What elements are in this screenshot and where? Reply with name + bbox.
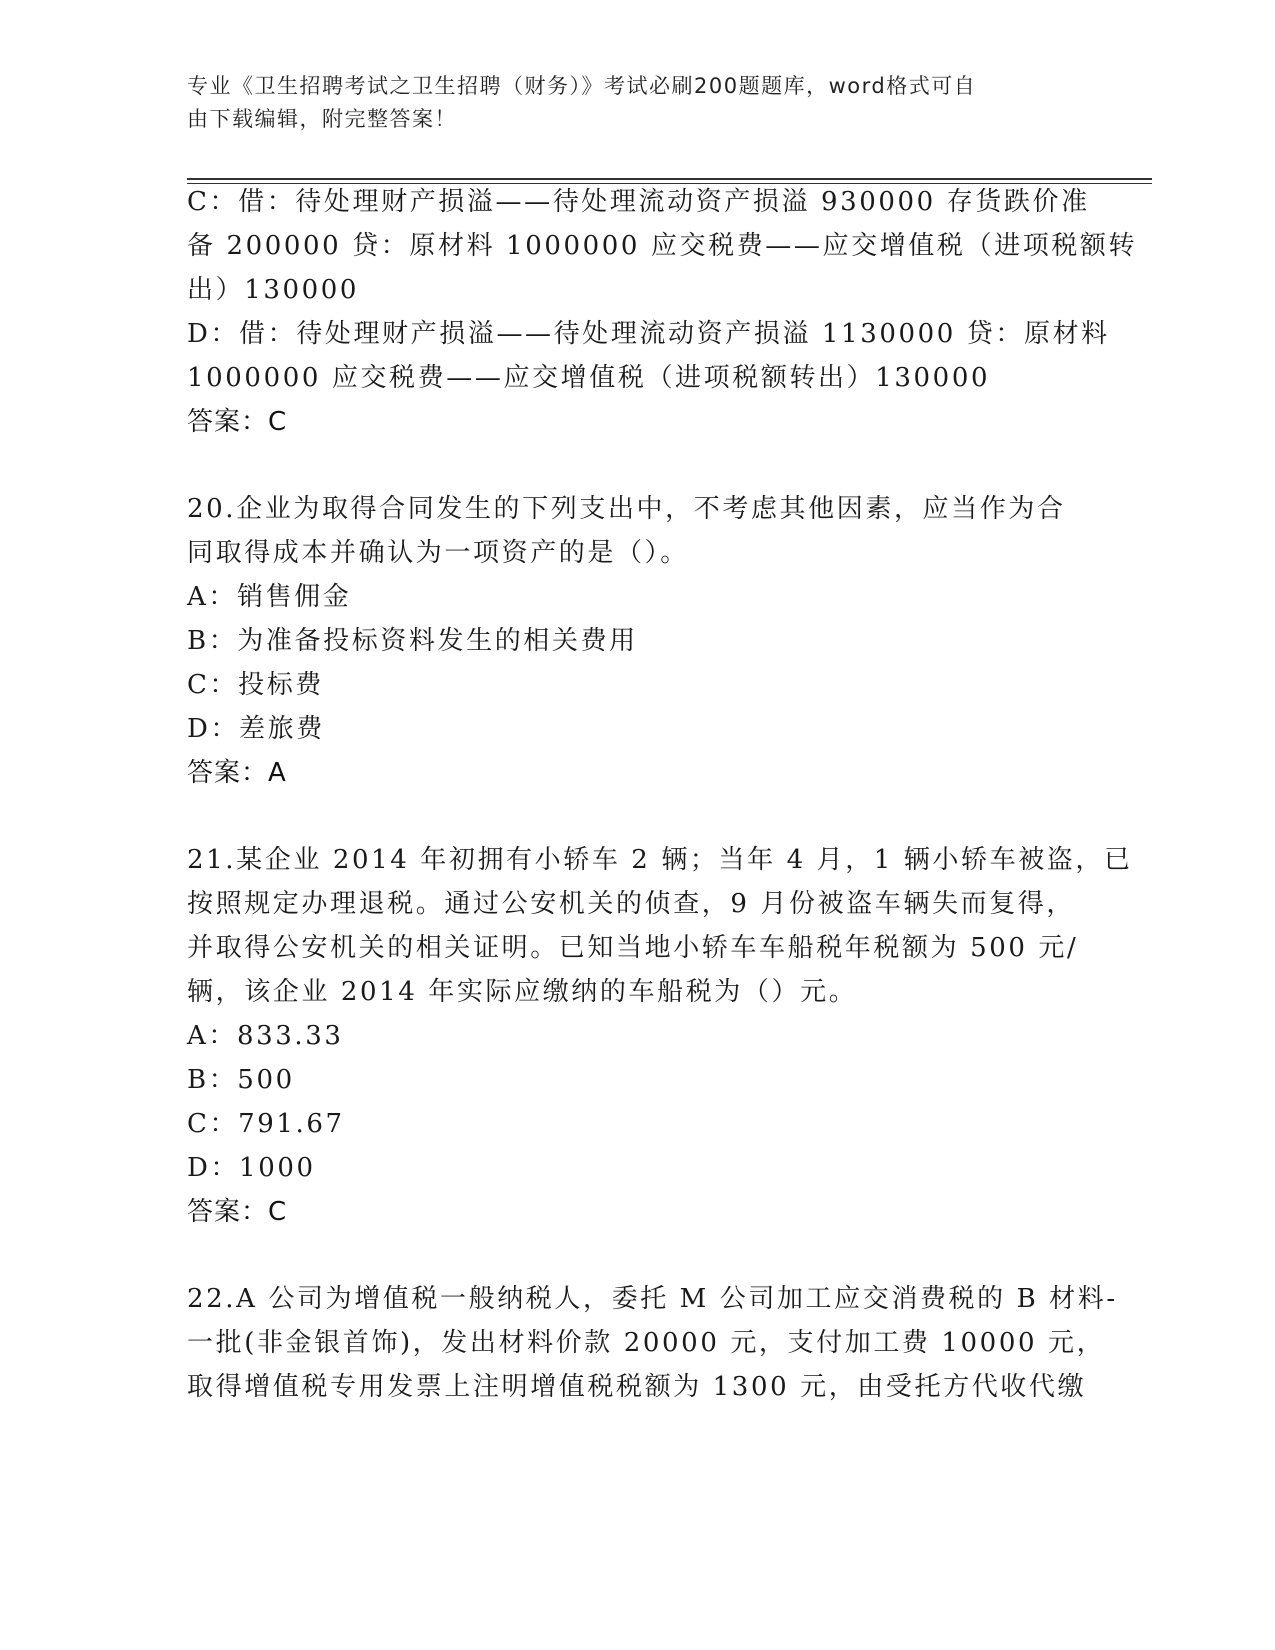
header-line-2: 由下载编辑，附完整答案！: [187, 107, 457, 131]
q21-stem-line-2: 按照规定办理退税。通过公安机关的侦查，9 月份被盗车辆失而复得，: [187, 889, 1076, 919]
header-line-1: 专业《卫生招聘考试之卫生招聘（财务）》考试必刷200题题库，word格式可自: [187, 74, 977, 98]
document-header: [187, 70, 1067, 136]
q21-option-d: D：1000: [187, 1153, 316, 1183]
q20-stem-line-1: 20.企业为取得合同发生的下列支出中，不考虑其他因素，应当作为合: [187, 494, 1066, 524]
q21-stem-line-3: 并取得公安机关的相关证明。已知当地小轿车车船税年税额为 500 元/: [187, 933, 1079, 963]
q20-stem-line-2: 同取得成本并确认为一项资产的是（）。: [187, 538, 689, 568]
q20-option-c: C：投标费: [187, 670, 324, 700]
q21-option-a: A：833.33: [187, 1021, 344, 1051]
q19-option-d-line-1: D：借：待处理财产损溢——待处理流动资产损溢 1130000 贷：原材料: [187, 319, 1110, 349]
q20-answer: 答案：A: [187, 758, 287, 788]
q20-option-b: B：为准备投标资料发生的相关费用: [187, 626, 638, 656]
q19-option-d-line-2: 1000000 应交税费——应交增值税（进项税额转出）130000: [187, 363, 991, 393]
q19-option-c-line-3: 出）130000: [187, 275, 360, 305]
header-rule-thick: [187, 178, 1152, 180]
q21-stem-line-4: 辆，该企业 2014 年实际应缴纳的车船税为（）元。: [187, 977, 858, 1007]
q19-option-c-line-2: 备 200000 贷：原材料 1000000 应交税费——应交增值税（进项税额转: [187, 231, 1138, 261]
q20-option-a: A：销售佣金: [187, 582, 352, 612]
q21-option-b: B：500: [187, 1065, 295, 1095]
q21-stem-line-1: 21.某企业 2014 年初拥有小轿车 2 辆；当年 4 月，1 辆小轿车被盗，已: [187, 845, 1133, 875]
q19-answer: 答案：C: [187, 407, 288, 437]
q22-stem-line-3: 取得增值税专用发票上注明增值税税额为 1300 元，由受托方代收代缴: [187, 1372, 1087, 1402]
header-rule-thin: [187, 183, 1152, 184]
q21-option-c: C：791.67: [187, 1109, 345, 1139]
q19-option-c-line-1: C：借：待处理财产损溢——待处理流动资产损溢 930000 存货跌价准: [187, 187, 1090, 217]
q21-answer: 答案：C: [187, 1197, 288, 1227]
q20-option-d: D：差旅费: [187, 714, 325, 744]
q22-stem-line-1: 22.A 公司为增值税一般纳税人，委托 M 公司加工应交消费税的 B 材料-: [187, 1284, 1118, 1314]
q22-stem-line-2: 一批(非金银首饰)，发出材料价款 20000 元，支付加工费 10000 元，: [187, 1328, 1106, 1358]
